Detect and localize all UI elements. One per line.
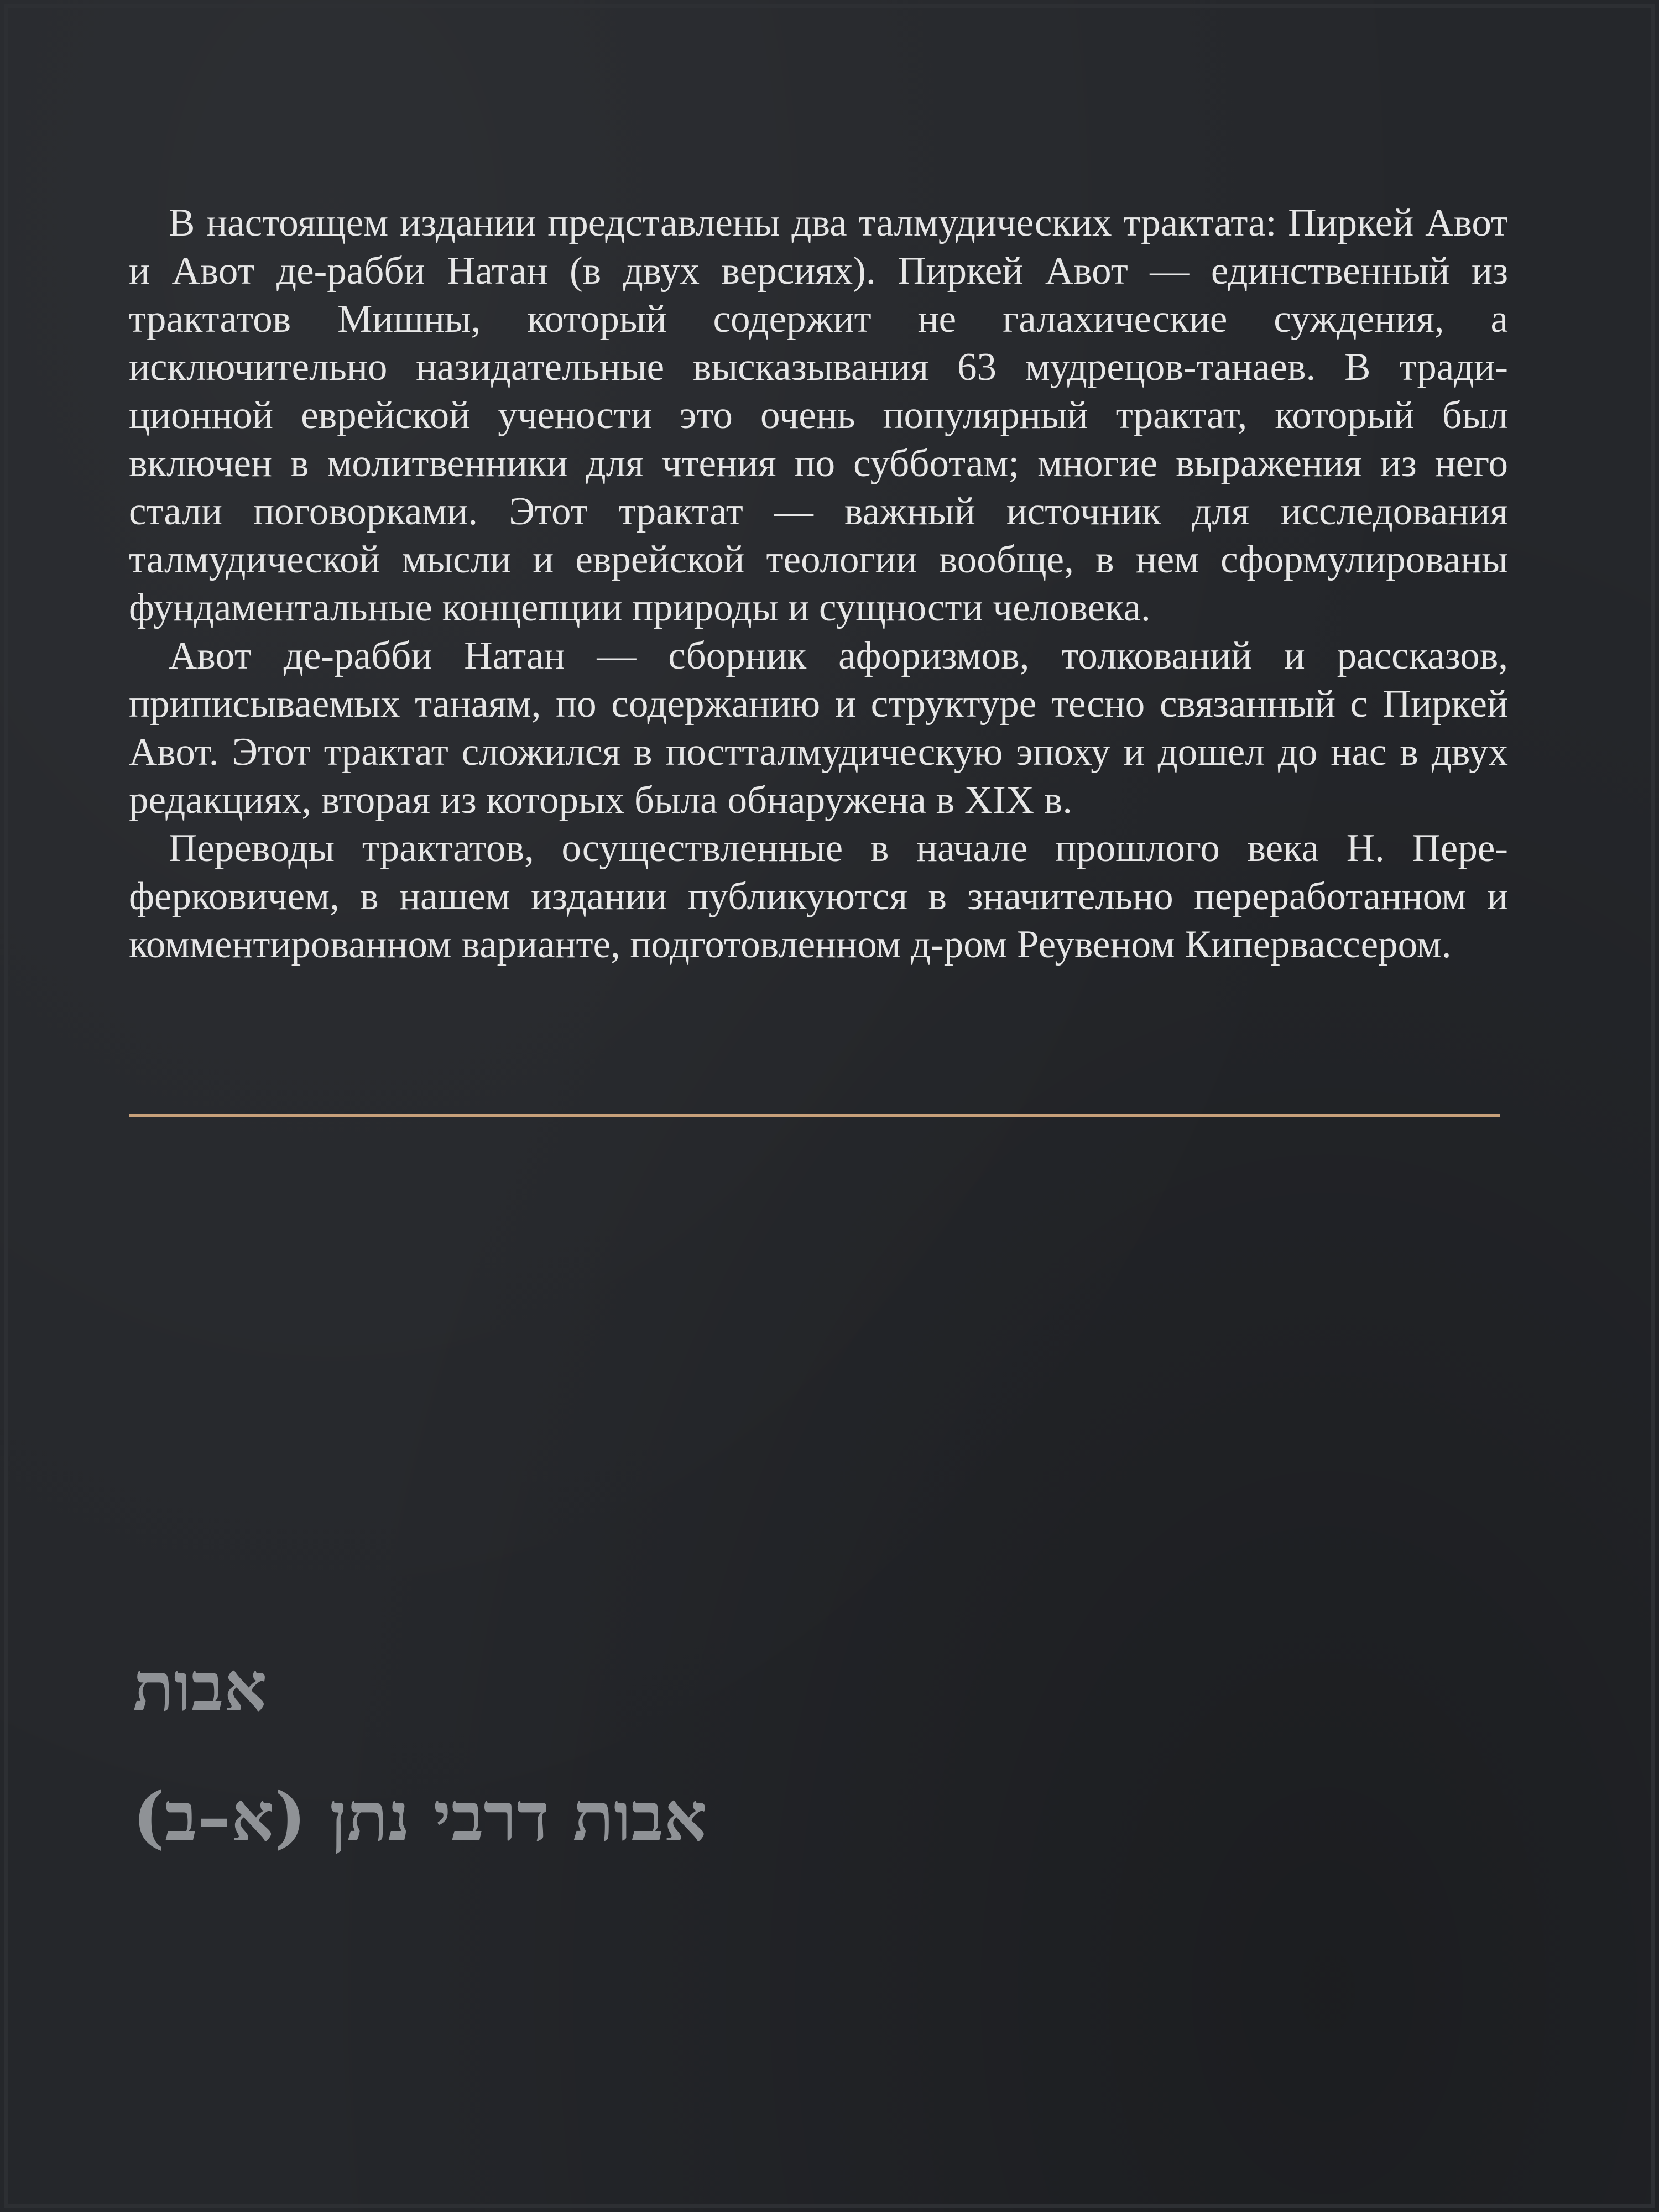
divider-line (129, 1114, 1500, 1117)
paragraph-3: Переводы трактатов, осуществленные в начале прошлого века Н. Переферковичем, в нашем издании публикуются в значительно переработанном и комментированном варианте, подготовленном д-ром Реувеном Кипервассером. (129, 827, 1508, 966)
hebrew-title: אבות (133, 1647, 267, 1726)
hebrew-subtitle: אבות דרבי נתן (א–ב) (133, 1777, 707, 1856)
description-text (129, 199, 1508, 969)
paragraph-1: В настоящем издании представлены два талмудических трактата: Пиркей Авот и Авот де-рабби Натан (в двух версиях). Пиркей Авот — единственный из трактатов Мишны, который содержит не галахические суждения, а исключительно назидательные высказывания 63 мудрецов-танаев. В традиционной еврейской учености это очень популярный трактат, который был включен в молитвенники для чтения по субботам; многие выражения из него стали поговорками. Этот трактат — важный источник для исследования талмудической мысли и еврейской теологии вообще, в нем сформулированы фундаментальные концепции природы и сущности человека. (129, 201, 1508, 629)
paragraph-2: Авот де-рабби Натан — сборник афоризмов, толкований и рассказов, приписываемых танаям, по содержанию и структуре тесно связанный с Пиркей Авот. Этот трактат сложился в постталмудическую эпоху и дошел до нас в двух редакциях, вторая из которых была обнаружена в XIX в. (129, 634, 1508, 822)
